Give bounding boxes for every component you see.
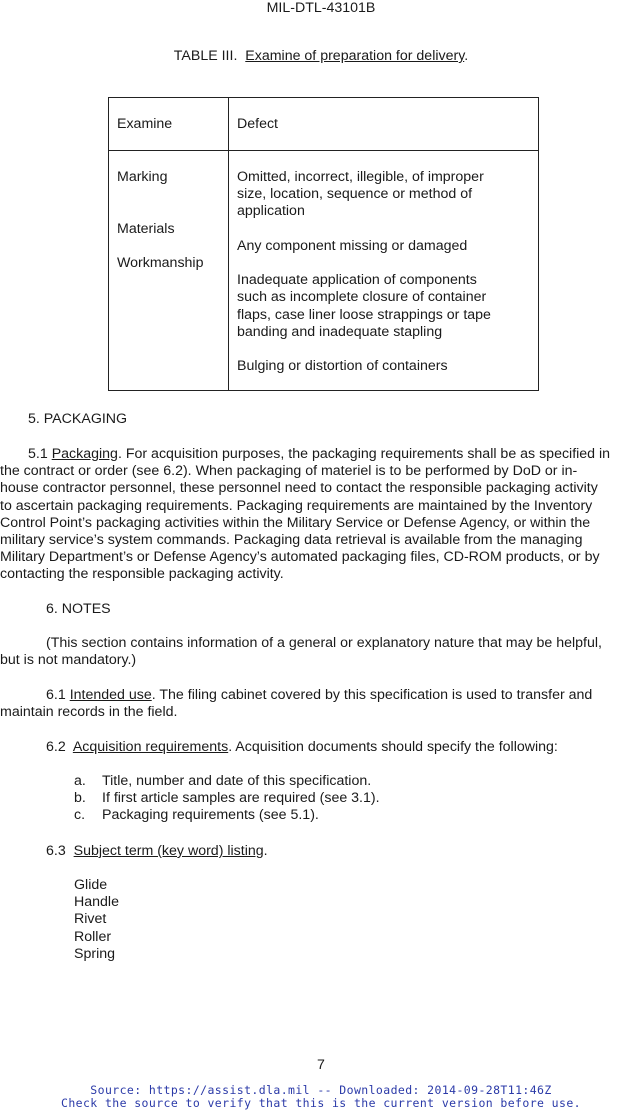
paragraph-5-1	[0, 446, 642, 584]
paragraph-line: the contract or order (see 6.2). When packaging of materiel is to be performed by DoD or in-	[0, 463, 578, 480]
column-header-examine: Examine	[117, 116, 173, 132]
paragraph-line	[0, 446, 642, 463]
section-6-heading: 6. NOTES	[46, 601, 111, 617]
paragraph-text: . For acquisition purposes, the packaging requirements shall be as specified in	[117, 446, 611, 462]
examine-cell	[109, 151, 229, 391]
paragraph-line: military service’s system commands. Packaging data retrieval is available from the managing	[0, 531, 583, 548]
examine-item-materials: Materials	[117, 220, 175, 237]
column-header-defect: Defect	[237, 116, 279, 132]
defect-materials	[237, 238, 518, 255]
paragraph-line: contacting the responsible packaging activity.	[0, 566, 284, 583]
paragraph-line: to ascertain packaging requirements. Packaging requirements are maintained by the Inventory	[0, 497, 593, 514]
header-cell-defect	[229, 98, 539, 151]
list-marker: b.	[74, 790, 86, 807]
paragraph-number: 6.1	[46, 687, 66, 703]
paragraph-title: Packaging	[51, 446, 118, 462]
paragraph-title: Intended use	[69, 687, 152, 703]
defect-workmanship-line: flaps, case liner loose strappings or tape	[237, 306, 491, 323]
list-marker: c.	[74, 807, 86, 824]
table-header-row	[109, 98, 539, 151]
defect-workmanship	[237, 272, 518, 341]
keyword-item: Handle	[74, 894, 119, 911]
examine-item-workmanship: Workmanship	[117, 254, 204, 271]
list-item	[74, 790, 634, 807]
paragraph-title: Subject term (key word) listing	[73, 843, 264, 859]
acquisition-list	[74, 773, 634, 825]
keyword-item: Roller	[74, 928, 112, 945]
document-id-header: MIL-DTL-43101B	[266, 0, 376, 16]
list-item	[74, 773, 634, 790]
table-caption	[0, 48, 642, 64]
list-item-text: Title, number and date of this specification.	[102, 773, 372, 789]
defect-containers	[237, 358, 518, 375]
paragraph-number: 5.1	[28, 446, 48, 462]
paragraph-line: Military Department’s or Defense Agency’s automated packaging files, CD-ROM products, or by	[0, 549, 600, 566]
header-cell-examine	[109, 98, 229, 151]
defect-marking-line: Omitted, incorrect, illegible, of improper	[237, 169, 484, 185]
defect-marking-line: application	[237, 203, 305, 220]
defect-cell	[229, 151, 539, 391]
defect-containers-line: Bulging or distortion of containers	[237, 358, 448, 375]
defect-workmanship-line: Inadequate application of components	[237, 272, 477, 289]
paragraph-line: house contractor personnel, these personnel need to contact the responsible packaging activity	[0, 480, 598, 497]
paragraph-line: Control Point’s packaging activities within the Military Service or Defense Agency, or within the	[0, 514, 591, 531]
paragraph-line: but is not mandatory.)	[0, 652, 137, 669]
list-item-text: If first article samples are required (see 3.1).	[102, 790, 380, 807]
keyword-item: Glide	[74, 877, 108, 893]
defect-materials-line: Any component missing or damaged	[237, 237, 468, 254]
list-item	[74, 807, 634, 824]
paragraph-line: (This section contains information of a general or explanatory nature that may be helpful,	[46, 635, 602, 651]
page-number: 7	[317, 1057, 325, 1073]
paragraph-title: Acquisition requirements	[72, 739, 229, 755]
defect-workmanship-line: banding and inadequate stapling	[237, 323, 443, 340]
paragraph-6-1	[0, 687, 642, 721]
footer-verify-line: Check the source to verify that this is the current version before use.	[61, 1096, 581, 1110]
defect-marking-line: size, location, sequence or method of	[237, 186, 473, 203]
table-caption-title: Examine of preparation for delivery	[245, 48, 465, 64]
paragraph-text: . Acquisition documents should specify the following:	[228, 739, 558, 755]
list-marker: a.	[74, 773, 86, 789]
list-item-text: Packaging requirements (see 5.1).	[102, 807, 319, 824]
paragraph-6-2	[46, 739, 558, 756]
paragraph-text: .	[263, 843, 268, 859]
footer-source-line: Source: https://assist.dla.mil -- Downloaded: 2014-09-28T11:46Z	[90, 1083, 552, 1097]
paragraph-line: maintain records in the field.	[0, 704, 178, 721]
paragraph-number: 6.2	[46, 739, 66, 755]
keyword-item: Rivet	[74, 911, 107, 928]
section-6-intro	[0, 635, 642, 669]
keyword-item: Spring	[74, 945, 116, 962]
table-caption-prefix: TABLE III.	[173, 48, 238, 64]
defect-marking	[237, 169, 518, 221]
section-5-heading: 5. PACKAGING	[28, 411, 128, 427]
table-caption-suffix: .	[464, 48, 469, 64]
defect-workmanship-line: such as incomplete closure of container	[237, 289, 487, 306]
keyword-list	[74, 877, 374, 963]
paragraph-6-3	[46, 843, 268, 860]
paragraph-line	[0, 687, 642, 704]
examine-item-marking: Marking	[117, 169, 168, 185]
paragraph-number: 6.3	[46, 843, 66, 859]
paragraph-text: . The filing cabinet covered by this specification is used to transfer and	[151, 687, 593, 703]
defects-table	[108, 97, 539, 391]
table-body-row	[109, 151, 539, 391]
